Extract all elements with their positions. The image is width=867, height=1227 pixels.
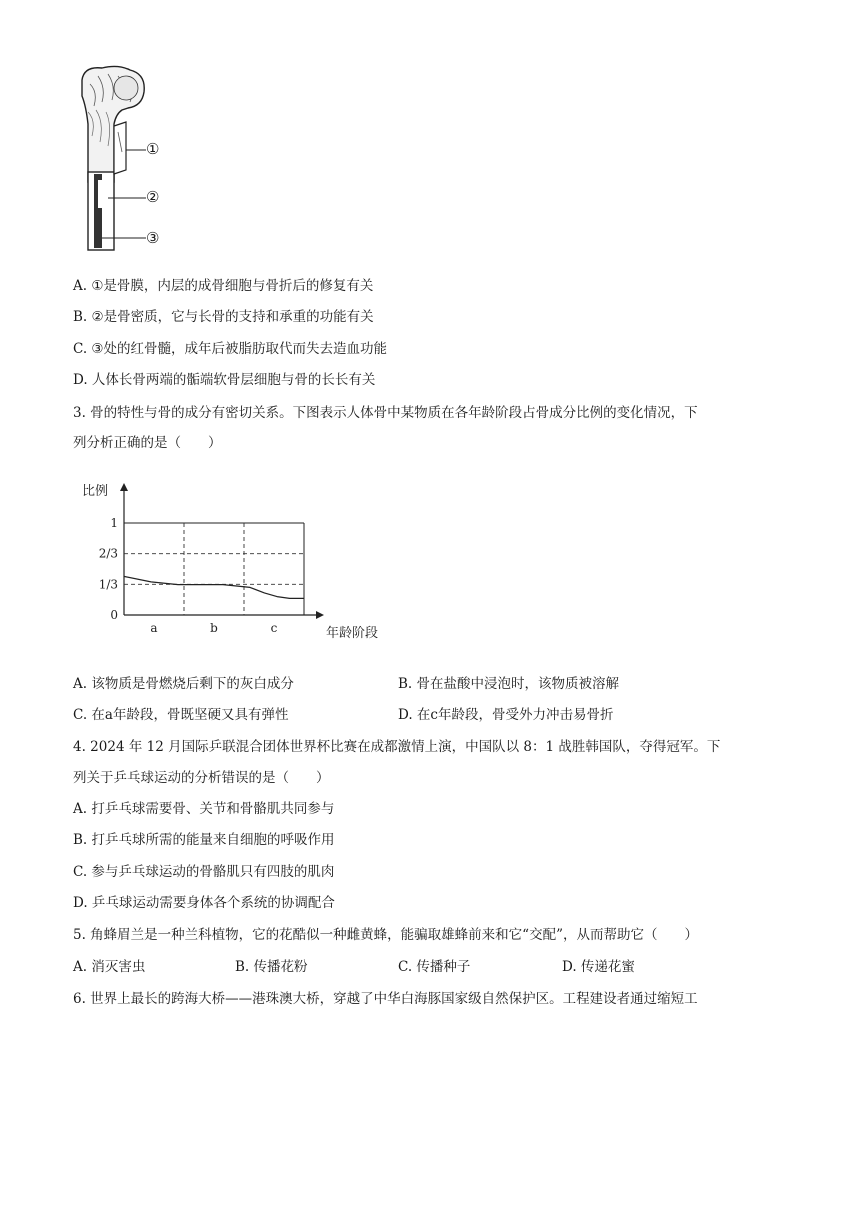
callout-2: ② [146,188,160,206]
q2-option-c: C. ③处的红骨髓，成年后被脂肪取代而失去造血功能 [73,341,388,357]
q5-option-b: B. 传播花粉 [235,959,308,975]
y-tick-label: 2/3 [98,546,118,561]
q4-option-b: B. 打乒乓球所需的能量来自细胞的呼吸作用 [73,832,335,848]
q5-option-a: A. 消灭害虫 [73,959,146,975]
y-axis-arrow [120,483,128,491]
series-line [124,576,304,598]
q5-option-d: D. 传递花蜜 [562,959,635,975]
q3-stem-line2: 列分析正确的是（ ） [73,435,222,451]
y-tick-label: 0 [110,608,118,622]
callout-1: ① [146,140,160,158]
bone-substance-chart [74,475,384,650]
q4-option-d: D. 乒乓球运动需要身体各个系统的协调配合 [73,895,335,911]
q6-stem-line1: 6. 世界上最长的跨海大桥——港珠澳大桥，穿越了中华白海豚国家级自然保护区。工程建设者通过缩短工 [73,991,698,1007]
x-axis-label: 年龄阶段 [326,626,379,641]
q4-stem-line2: 列关于乒乓球运动的分析错误的是（ ） [73,770,330,786]
callout-3: ③ [146,229,160,247]
x-tick-label: c [270,621,278,635]
q4-stem-line1: 4. 2024 年 12 月国际乒联混合团体世界杯比赛在成都激情上演，中国队以 8：1 战胜韩国队，夺得冠军。下 [73,739,721,755]
y-axis-label: 比例 [82,484,109,499]
q3-option-a: A. 该物质是骨燃烧后剩下的灰白成分 [73,676,294,692]
y-tick-label: 1/3 [98,577,118,592]
q3-option-d: D. 在c年龄段，骨受外力冲击易骨折 [398,707,614,723]
y-tick-label: 1 [110,516,118,530]
q3-option-b: B. 骨在盐酸中浸泡时，该物质被溶解 [398,676,620,692]
q5-option-c: C. 传播种子 [398,959,471,975]
x-tick-label: b [210,621,218,635]
long-bone-figure [68,62,178,257]
q2-option-a: A. ①是骨膜，内层的成骨细胞与骨折后的修复有关 [73,278,374,294]
x-tick-label: a [150,621,158,635]
q4-option-c: C. 参与乒乓球运动的骨骼肌只有四肢的肌肉 [73,864,335,880]
q5-stem: 5. 角蜂眉兰是一种兰科植物，它的花酷似一种雌黄蜂，能骗取雄蜂前来和它“交配”，从而帮助它（ ） [73,927,698,943]
q4-option-a: A. 打乒乓球需要骨、关节和骨骼肌共同参与 [73,801,335,817]
q2-option-b: B. ②是骨密质，它与长骨的支持和承重的功能有关 [73,309,374,325]
q3-stem-line1: 3. 骨的特性与骨的成分有密切关系。下图表示人体骨中某物质在各年龄阶段占骨成分比例的变化情况，下 [73,405,698,421]
x-axis-arrow [316,611,324,619]
q3-option-c: C. 在a年龄段，骨既坚硬又具有弹性 [73,707,289,723]
q2-option-d: D. 人体长骨两端的骺端软骨层细胞与骨的长长有关 [73,372,376,388]
